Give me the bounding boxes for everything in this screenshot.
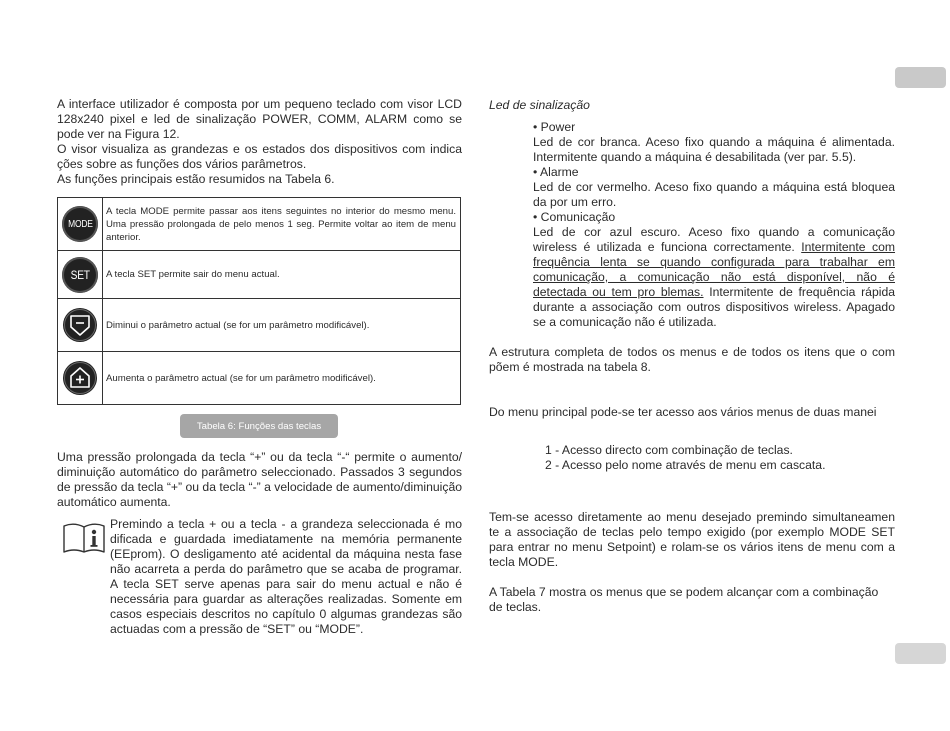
- comm-text-end: Intermitente de frequência rápida durante a associação com outros dispositivos wireless. Apagado se a comunicação não é utilizada.: [533, 285, 895, 329]
- led-list: [533, 120, 895, 330]
- power-led-text: Led de cor branca. Aceso fixo quando a máquina é alimentada. Intermitente quando a máquina é desabilitada (ver par. 5.5).: [533, 135, 895, 164]
- comm-text-underlined: Intermitente com frequência lenta se quando configurada para trabalhar em comunicação, a comunicação não está disponível, não é detectada ou tem pro blemas.: [533, 240, 896, 299]
- long-press-text: [57, 450, 462, 510]
- comm-text-start: Led de cor azul escuro. Aceso fixo quando a comunicação wireless é utilizada e funciona correctamente.: [533, 225, 895, 254]
- power-led-title: • Power: [533, 120, 576, 134]
- direct-access-paragraph: Tem-se acesso diretamente ao menu desejado premindo simultaneamen te a associação de teclas pelo tempo exigido (por exemplo MODE SET para entrar no menu Setpoint) e rolam-se os vários itens de menu com a tecla MODE.: [489, 510, 895, 569]
- mode-key-label: MODE: [67, 218, 93, 230]
- table-row: [58, 251, 460, 299]
- eeprom-note: Premindo a tecla + ou a tecla - a grandeza seleccionada é mo dificada e guardada imediatamente na memória permanente (EEprom). O desligamento até acidental da máquina nesta fase não acarreta a perda do parâmetro que se acaba de programar. A tecla SET serve apenas para sair do menu actual e não é necessária para guardar as alterações realizadas. Somente em casos especiais descritos no capítulo 0 algumas grandezas são actuadas com a pressão de “SET” ou “MODE”.: [110, 517, 462, 636]
- info-book-icon: [62, 520, 106, 556]
- table-row: [58, 299, 460, 352]
- menu-structure-text: [489, 345, 895, 375]
- intro-paragraph-3: As funções principais estão resumidos na Tabela 6.: [57, 172, 335, 186]
- intro-paragraph-2: O visor visualiza as grandezas e os estados dos dispositivos com indica ções sobre as funções dos vários parâmetros.: [57, 142, 462, 171]
- table7-paragraph: A Tabela 7 mostra os menus que se podem alcançar com a combinação de teclas.: [489, 585, 879, 614]
- set-key-description: A tecla SET permite sair do menu actual.: [106, 269, 280, 280]
- comm-led-text: [533, 225, 895, 330]
- table-row: [58, 198, 460, 251]
- page-tab-top: [895, 67, 946, 88]
- page-tab-bottom: [895, 643, 946, 664]
- table7-text: [489, 585, 895, 615]
- set-key-label: SET: [70, 267, 90, 282]
- access-intro-text: [489, 405, 895, 420]
- menu-structure-paragraph: A estrutura completa de todos os menus e de todos os itens que o com põem é mostrada na tabela 8.: [489, 345, 895, 374]
- plus-key-description: Aumenta o parâmetro actual (se for um parâmetro modificável).: [106, 372, 376, 384]
- minus-house-button-icon: [62, 307, 98, 343]
- alarm-led-title: • Alarme: [533, 165, 579, 179]
- mode-key-description: A tecla MODE permite passar aos itens seguintes no interior do mesmo menu. Uma pressão prolongada de pelo menos 1 seg. Permite voltar ao item de menu anterior.: [106, 205, 456, 243]
- set-button-icon: [62, 257, 98, 293]
- access-item-2: 2 - Acesso pelo nome através de menu em cascata.: [545, 458, 826, 472]
- access-item-1: 1 - Acesso directo com combinação de teclas.: [545, 443, 793, 457]
- key-functions-table: [57, 197, 461, 405]
- mode-button-icon: [62, 206, 98, 242]
- led-title: Led de sinalização: [489, 98, 590, 112]
- long-press-paragraph: Uma pressão prolongada da tecla “+” ou da tecla “-“ permite o aumento/ diminuição automático do parâmetro seleccionado. Passados 3 segundos de pressão da tecla “+” ou da tecla “-” a velocidade de aumento/diminuição automático aumenta.: [57, 450, 462, 509]
- table-caption: Tabela 6: Funções das teclas: [180, 414, 338, 438]
- intro-text: [57, 97, 462, 187]
- table-row: [58, 352, 460, 404]
- minus-key-description: Diminui o parâmetro actual (se for um parâmetro modificável).: [106, 319, 370, 331]
- led-section: [489, 98, 895, 330]
- direct-access-text: [489, 510, 895, 570]
- intro-paragraph-1: A interface utilizador é composta por um pequeno teclado com visor LCD 128x240 pixel e led de sinalização POWER, COMM, ALARM como se pode ver na Figura 12.: [57, 97, 462, 141]
- comm-led-title: • Comunicação: [533, 210, 616, 224]
- alarm-led-text: Led de cor vermelho. Aceso fixo quando a máquina está bloquea da por um erro.: [533, 180, 895, 209]
- plus-house-button-icon: [62, 360, 98, 396]
- access-intro-paragraph: Do menu principal pode-se ter acesso aos vários menus de duas manei: [489, 405, 877, 419]
- access-list: [545, 443, 895, 473]
